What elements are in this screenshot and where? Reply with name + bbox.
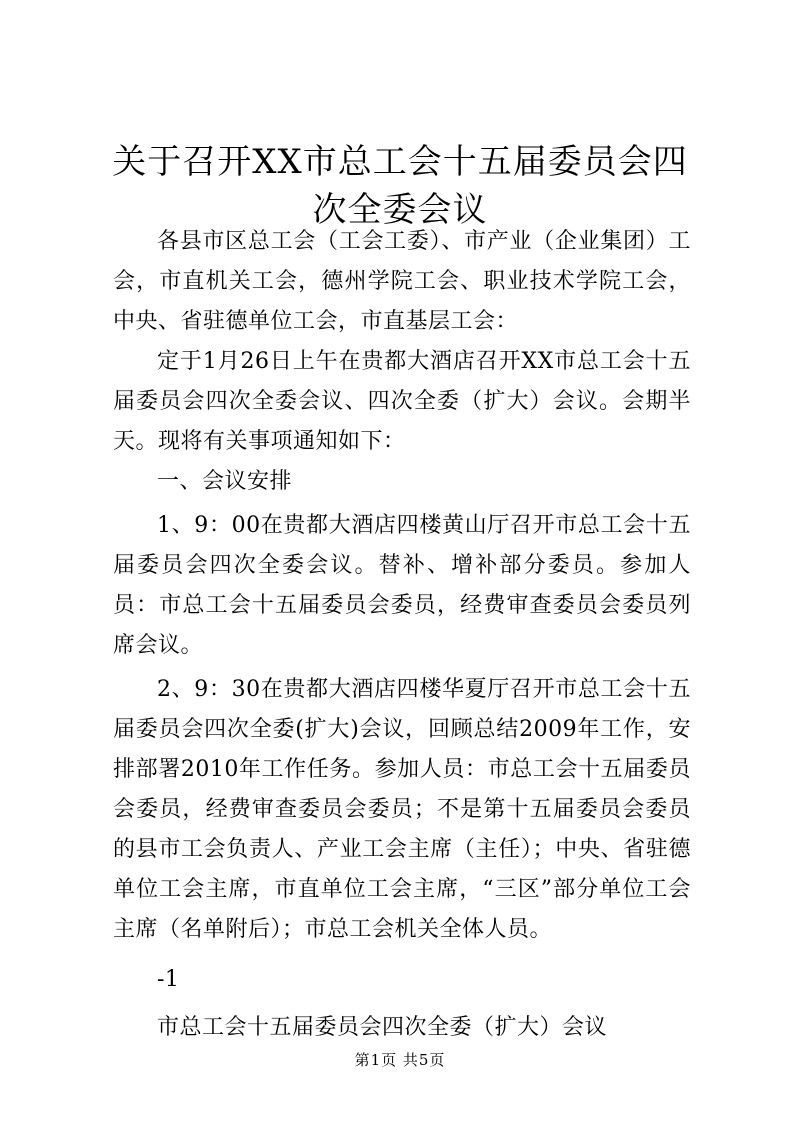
page-marker: -1 <box>157 967 180 992</box>
paragraph-recipients: 各县市区总工会（工会工委）、市产业（企业集团）工会，市直机关工会，德州学院工会、职业技术学院工会，中央、省驻德单位工会，市直基层工会： <box>113 229 691 334</box>
document-title: 关于召开XX市总工会十五届委员会四次全委会议 <box>112 142 688 230</box>
paragraph-item-1: 1、9：00在贵都大酒店四楼黄山厅召开市总工会十五届委员会四次全委会议。替补、增补部分委员。参加人员：市总工会十五届委员会委员，经费审查委员会委员列席会议。 <box>113 513 691 658</box>
paragraph-subtitle: 市总工会十五届委员会四次全委（扩大）会议 <box>157 1015 608 1040</box>
paragraph-notice: 定于1月26日上午在贵都大酒店召开XX市总工会十五届委员会四次全委会议、四次全委（扩大）会议。会期半天。现将有关事项通知如下： <box>113 349 691 454</box>
section-heading: 一、会议安排 <box>157 469 293 494</box>
paragraph-item-2: 2、9：30在贵都大酒店四楼华夏厅召开市总工会十五届委员会四次全委(扩大)会议，回顾总结2009年工作，安排部署2010年工作任务。参加人员：市总工会十五届委员会委员，经费审查委员会委员；不是第十五届委员会委员的县市工会负责人、产业工会主席（主任）；中央、省驻德单位工会主席，市直单位工会主席，“三区”部分单位工会主席（名单附后）；市总工会机关全体人员。 <box>113 677 691 942</box>
page-footer: 第1页 共5页 <box>354 1051 446 1069</box>
document-body <box>113 222 691 1048</box>
